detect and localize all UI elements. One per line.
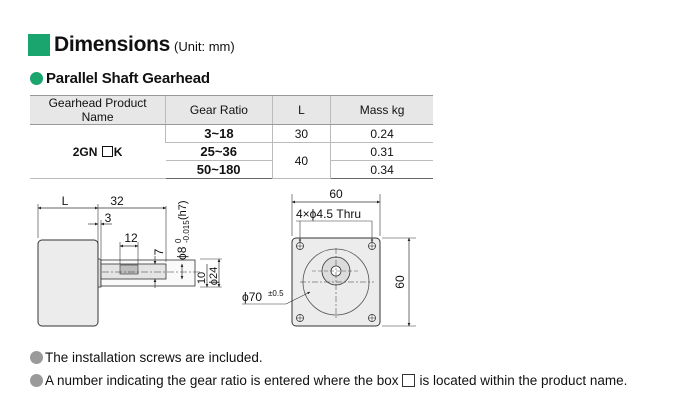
dim-7: 7 bbox=[152, 248, 166, 256]
dim-32: 32 bbox=[110, 194, 124, 208]
shaft-dia-text: ϕ8 bbox=[175, 246, 189, 260]
pilot-boss bbox=[98, 259, 101, 287]
table-row bbox=[30, 125, 433, 143]
heading-title: Dimensions bbox=[54, 33, 171, 56]
dim-60-right: 60 bbox=[393, 275, 407, 289]
shaft-tol-upper-text: 0 bbox=[174, 238, 183, 243]
spec-table bbox=[30, 95, 433, 179]
ratio-box-icon bbox=[102, 146, 113, 157]
shaft-fit-text: (h7) bbox=[177, 200, 189, 220]
heading-square-icon bbox=[28, 34, 50, 56]
col-header-product: Gearhead Product Name bbox=[30, 96, 166, 125]
col-header-ratio: Gear Ratio bbox=[166, 96, 272, 125]
dimension-drawing bbox=[0, 180, 692, 340]
note-screws bbox=[30, 350, 263, 365]
mass-cell: 0.34 bbox=[331, 161, 433, 179]
mass-cell: 0.24 bbox=[331, 125, 433, 143]
l-cell: 30 bbox=[272, 125, 331, 143]
hole-callout: 4×ϕ4.5 Thru bbox=[296, 207, 362, 221]
shaft-tol-lower-text: -0.015 bbox=[182, 220, 191, 243]
dim-10: 10 bbox=[196, 271, 208, 285]
shaft-key bbox=[120, 265, 138, 274]
shaft-diameter-label bbox=[174, 200, 191, 260]
table-header-row bbox=[30, 96, 433, 125]
product-suffix: K bbox=[113, 144, 123, 159]
section-dot-icon bbox=[30, 72, 43, 85]
ratio-box-icon bbox=[402, 374, 415, 387]
note-dot-icon bbox=[30, 374, 43, 387]
ratio-cell: 3~18 bbox=[166, 125, 272, 143]
product-prefix: 2GN bbox=[72, 144, 98, 159]
dim-pilot: ϕ70 bbox=[242, 290, 263, 304]
gearbox-body bbox=[38, 240, 98, 326]
l-cell: 40 bbox=[272, 143, 331, 179]
ratio-cell: 50~180 bbox=[166, 161, 272, 179]
note-dot-icon bbox=[30, 351, 43, 364]
col-header-mass: Mass kg bbox=[331, 96, 433, 125]
col-header-l: L bbox=[272, 96, 331, 125]
dimensions-heading bbox=[28, 28, 235, 56]
dim-3: 3 bbox=[104, 211, 112, 225]
dim-24: ϕ24 bbox=[208, 266, 220, 286]
mass-cell: 0.31 bbox=[331, 143, 433, 161]
note-text-before: A number indicating the gear ratio is entered where the box bbox=[45, 373, 399, 388]
front-view bbox=[242, 187, 416, 326]
note-text: The installation screws are included. bbox=[45, 350, 263, 365]
ratio-cell: 25~36 bbox=[166, 143, 272, 161]
dim-pilot-tol: ±0.5 bbox=[268, 289, 284, 298]
note-gear-ratio bbox=[30, 373, 627, 388]
note-text-after: is located within the product name. bbox=[419, 373, 628, 388]
product-name-cell bbox=[30, 125, 166, 179]
dim-l: L bbox=[61, 194, 69, 208]
dim-12: 12 bbox=[124, 231, 138, 245]
section-heading bbox=[30, 70, 210, 87]
section-title: Parallel Shaft Gearhead bbox=[46, 70, 210, 87]
dim-60-top: 60 bbox=[329, 187, 343, 201]
side-view bbox=[38, 194, 222, 326]
heading-unit: (Unit: mm) bbox=[174, 39, 235, 54]
